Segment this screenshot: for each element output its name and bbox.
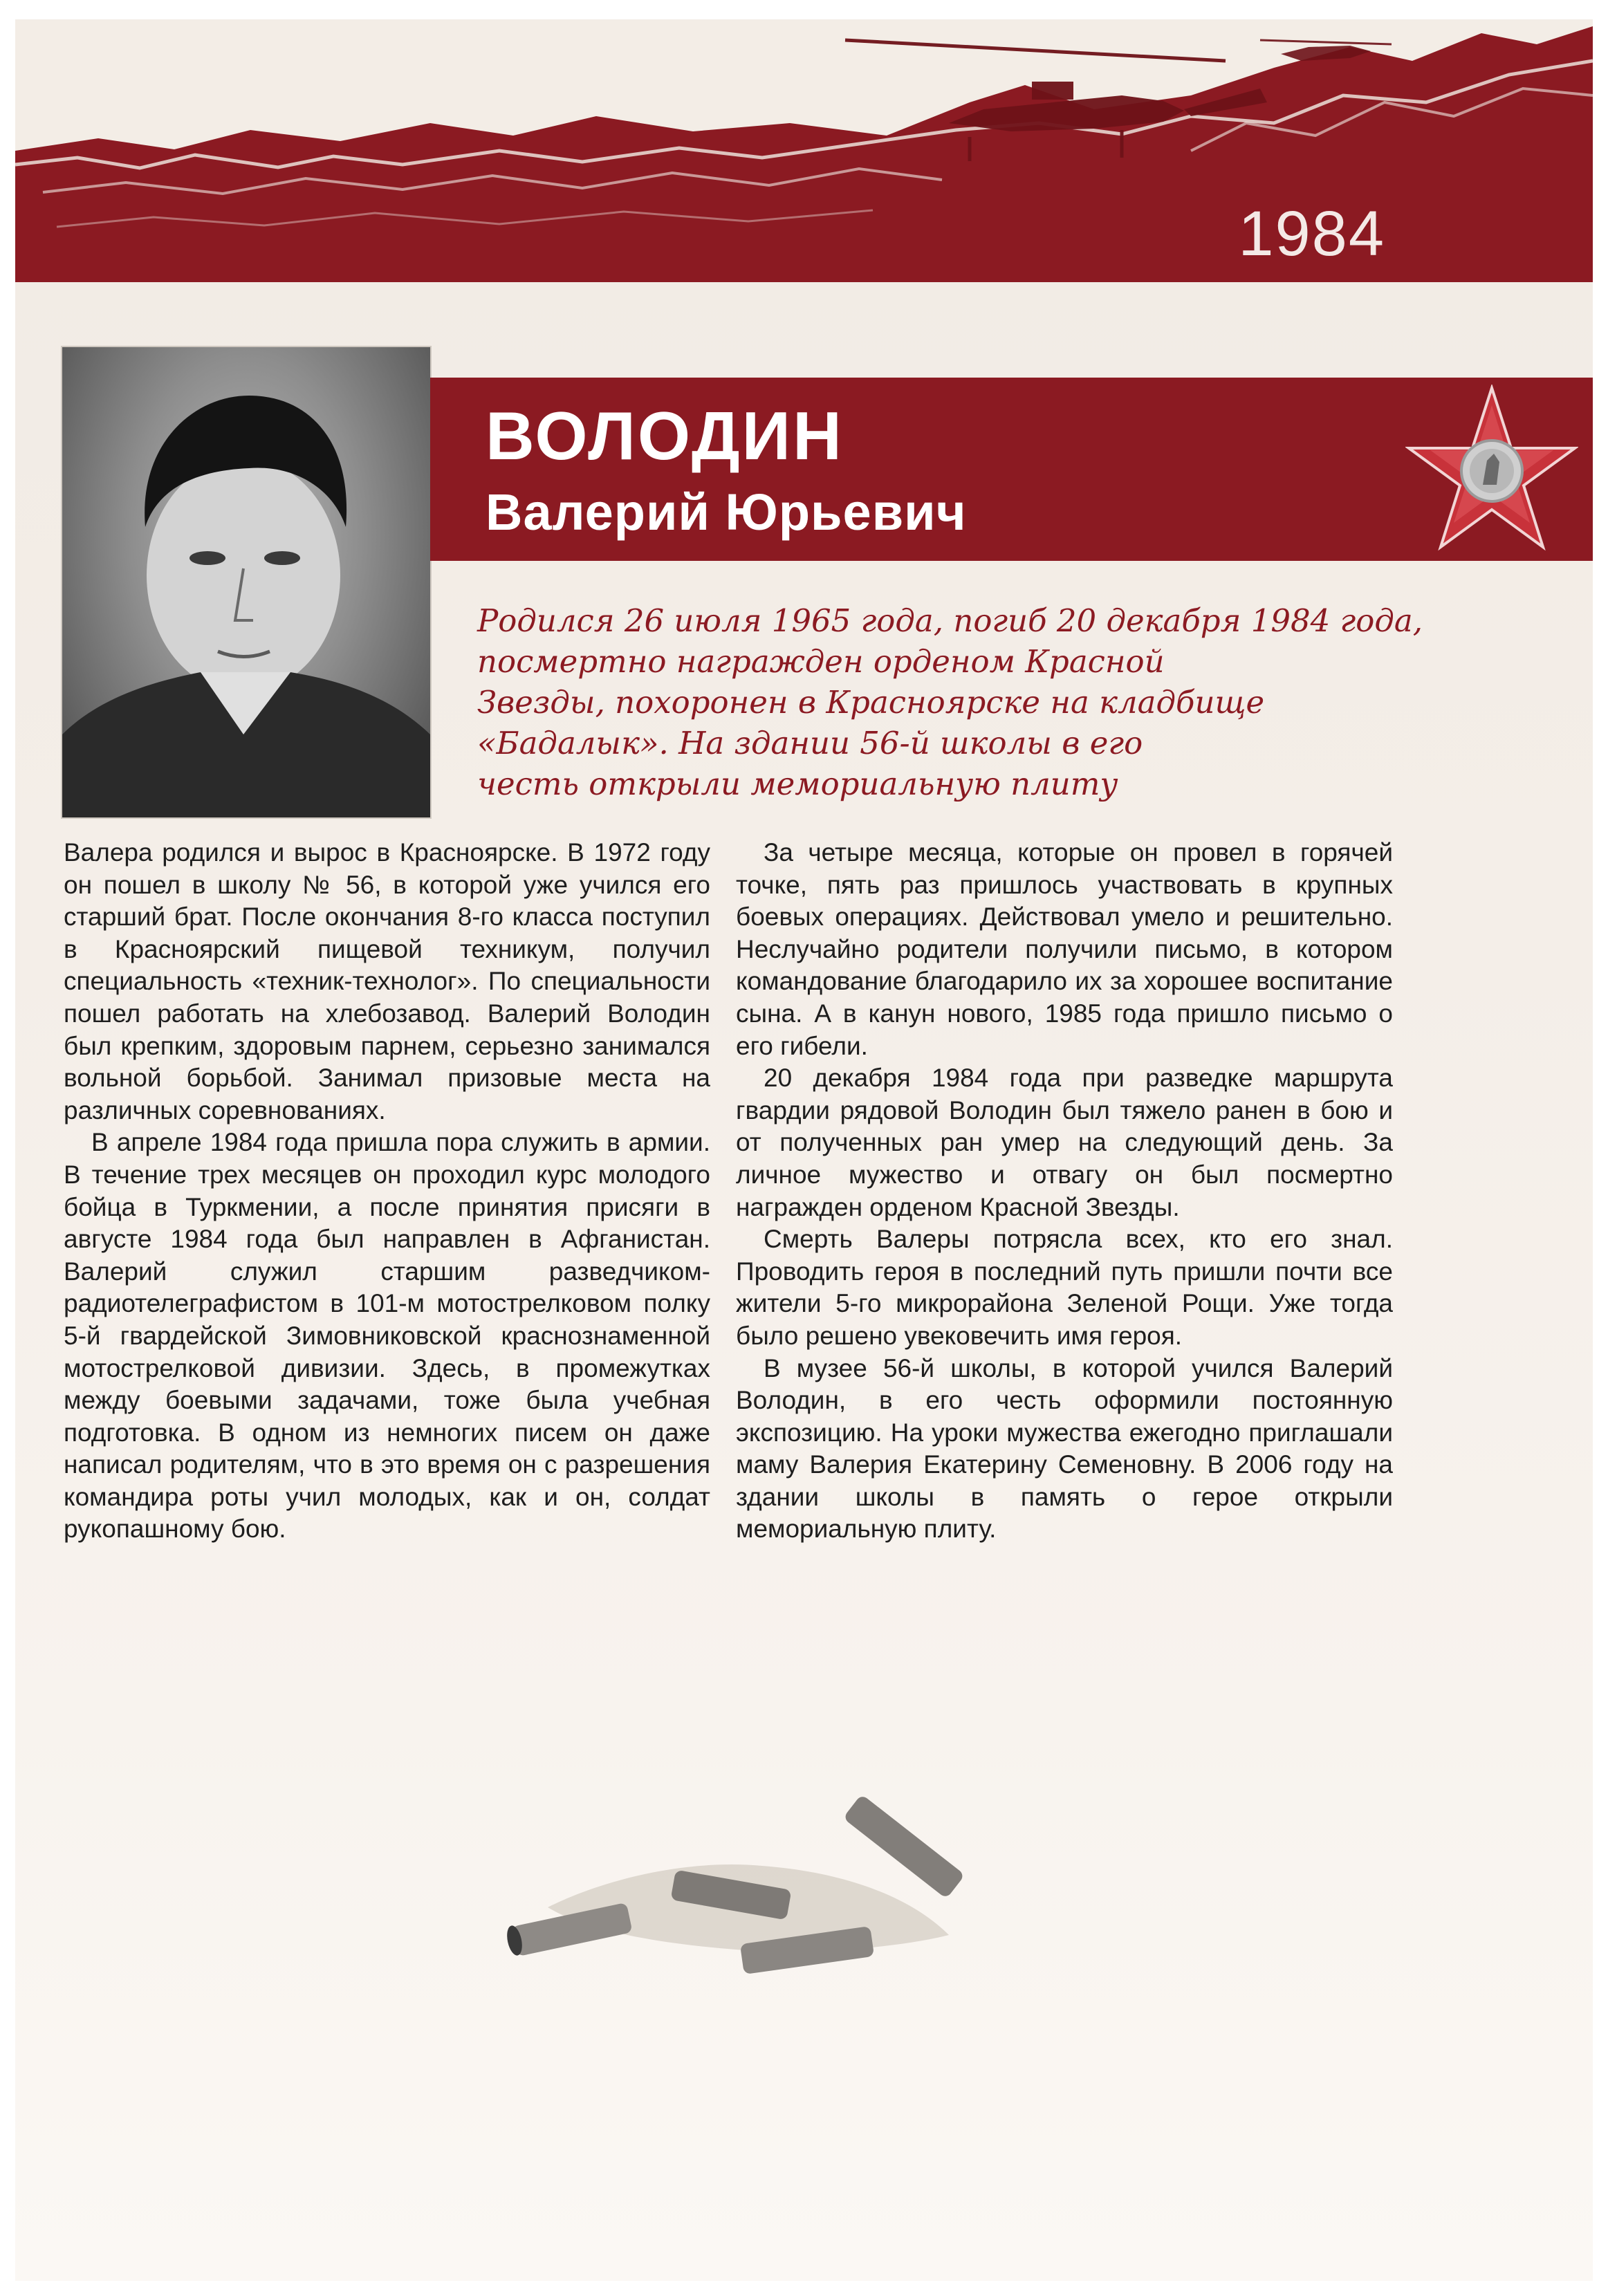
lead-line: Звезды, похоронен в Красноярске на кладбище: [477, 684, 1265, 721]
lead-line: Родился 26 июля 1965 года, погиб 20 декабря 1984 года,: [477, 602, 1423, 639]
body-column-left: [64, 837, 710, 1546]
body-column-right: [736, 837, 1393, 1546]
portrait-silhouette: [62, 347, 430, 817]
order-red-star-icon: [1405, 385, 1578, 557]
person-given-names: Валерий Юрьевич: [486, 483, 967, 541]
body-paragraph: За четыре месяца, которые он провел в горячей точке, пять раз пришлось участвовать в крупных боевых операциях. Действовал умело и решительно. Неслучайно родители получили письмо, в котором командование благодарило их за хорошее воспитание сына. А в канун нового, 1985 года пришло письмо о его гибели.: [736, 838, 1393, 1060]
header-banner: [15, 19, 1593, 282]
year-label: 1984: [1238, 198, 1385, 269]
shell-casings-illustration: [465, 1776, 1004, 1997]
body-paragraph: Смерть Валеры потрясла всех, кто его знал. Проводить героя в последний путь пришли почти все жители 5-го микрорайона Зеленой Рощи. Уже тогда было решено увековечить имя героя.: [736, 1225, 1393, 1350]
body-paragraph: 20 декабря 1984 года при разведке маршрута гвардии рядовой Володин был тяжело ранен в бою и от полученных ран умер на следующий день. За личное мужество и отвагу он был посмертно награжден орденом Красной Звезды.: [736, 1064, 1393, 1221]
body-paragraph: В музее 56-й школы, в которой учился Валерий Володин, в его честь оформили постоянную экспозицию. На уроки мужества ежегодно приглашали маму Валерия Екатерину Семеновну. В 2006 году на здании школы в память о герое открыли мемориальную плиту.: [736, 1353, 1393, 1544]
person-surname: ВОЛОДИН: [486, 398, 844, 474]
shell-casing-icon: [843, 1794, 965, 1899]
lead-summary: [477, 600, 1459, 804]
body-paragraph: Валера родился и вырос в Красноярске. В 1972 году он пошел в школу № 56, в которой уже учился его старший брат. После окончания 8-го класса поступил в Красноярский пищевой техникум, получил специальность «техник-технолог». По специальности пошел работать на хлебозавод. Валерий Володин был крепким, здоровым парнем, серьезно занимался вольной борьбой. Занимал призовые места на различных соревнованиях.: [64, 838, 710, 1124]
lead-line: «Бадалык». На здании 56-й школы в его: [477, 725, 1143, 761]
lead-line: посмертно награжден орденом Красной: [477, 643, 1165, 680]
portrait-photo: [62, 347, 430, 817]
body-paragraph: В апреле 1984 года пришла пора служить в армии. В течение трех месяцев он проходил курс молодого бойца в Туркмении, а после принятия присяги в августе 1984 года был направлен в Афганистан. Валерий служил старшим разведчиком-радиотелеграфистом в 101-м мотострелковом полку 5-й гвардейской Зимовниковской краснознаменной мотострелковой дивизии. Здесь, в промежутках между боевыми задачами, тоже была учебная подготовка. В одном из немногих писем он даже написал родителям, что в это время он с разрешения командира роты учил молодых, как и он, солдат рукопашному бою.: [64, 1128, 710, 1544]
lead-line: честь открыли мемориальную плиту: [477, 766, 1118, 802]
page: [15, 19, 1593, 2281]
